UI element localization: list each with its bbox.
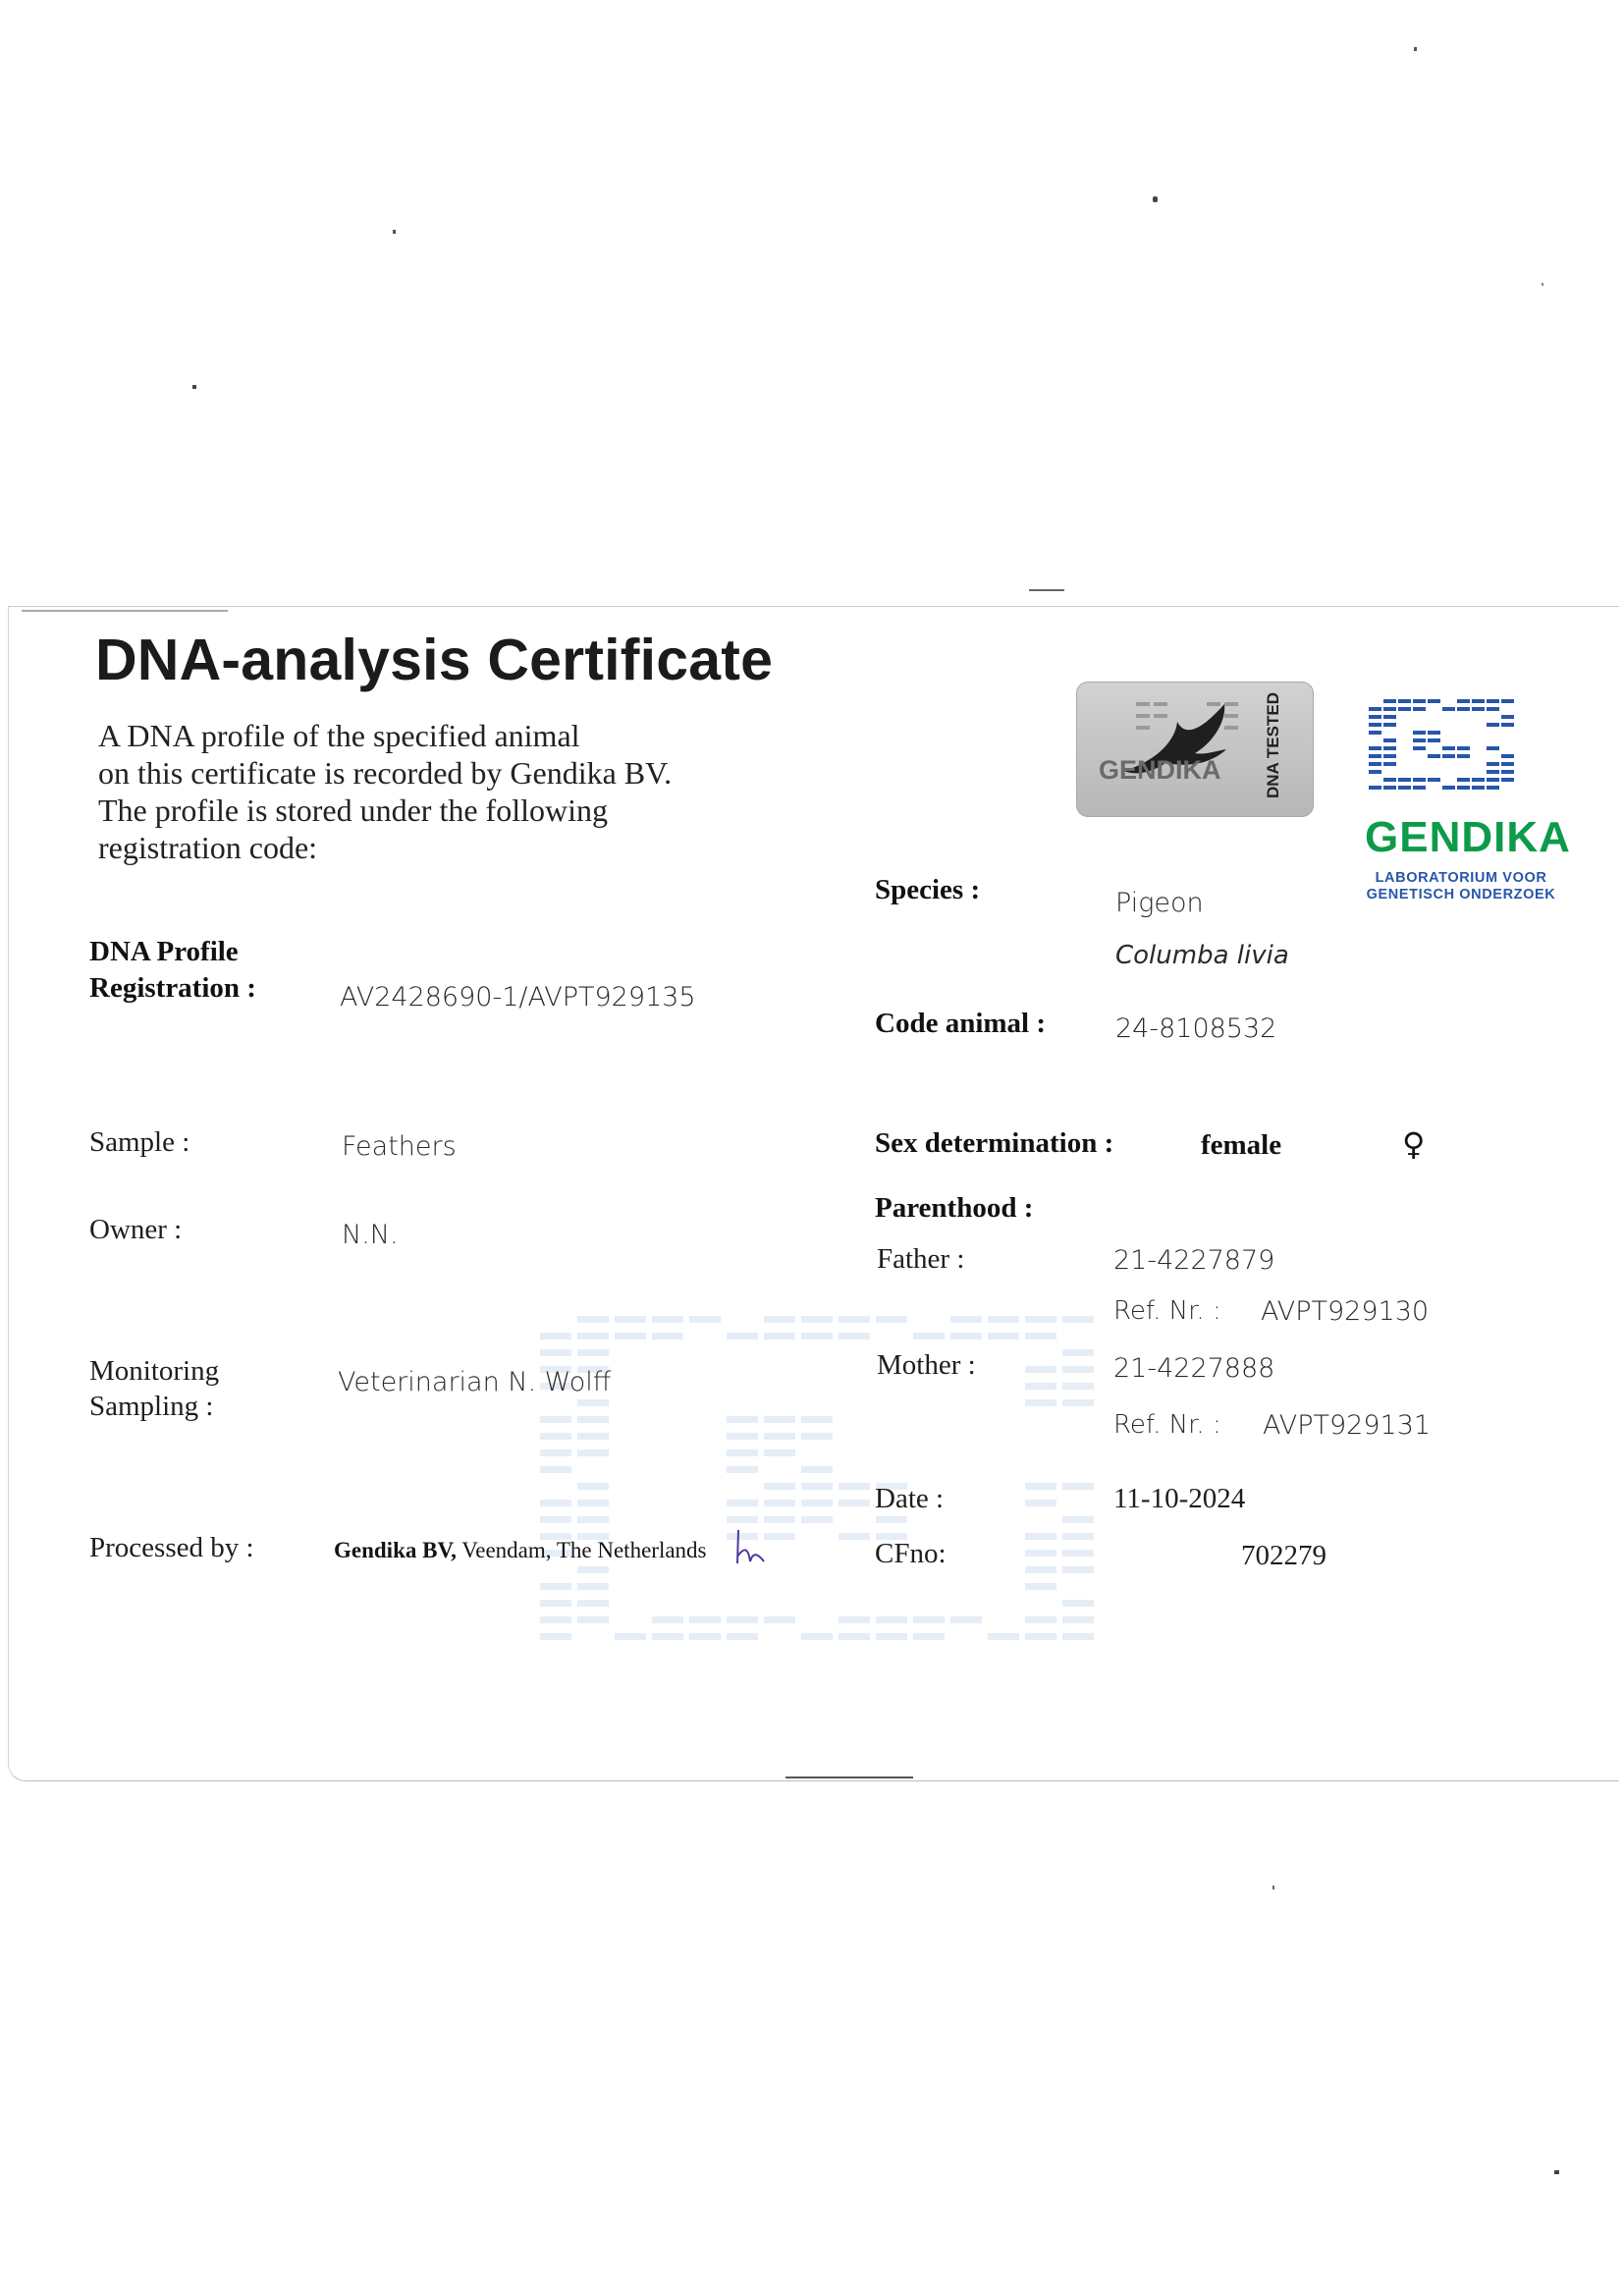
species-common: Pigeon [1115,888,1204,918]
date-label: Date : [875,1483,945,1514]
female-symbol: ♀ [1402,1125,1426,1163]
code-animal-value: 24-8108532 [1115,1013,1277,1044]
mother-value: 21-4227888 [1113,1353,1275,1384]
species-label: Species : [875,874,981,905]
intro-line: A DNA profile of the specified animal [98,718,580,753]
gendika-logo-mark [1365,695,1557,803]
intro-line: on this certificate is recorded by Gendika BV. [98,755,673,791]
mother-label: Mother : [877,1349,976,1381]
registration-code: AV2428690-1/AVPT929135 [340,982,696,1012]
father-ref-label: Ref. Nr. : [1113,1296,1221,1326]
seal-side-text: DNA TESTED [1264,692,1282,798]
dna-profile-label: DNA Profile [89,936,239,967]
intro-line: The profile is stored under the following [98,793,608,828]
monitoring-value: Veterinarian N. Wolff [338,1367,612,1397]
logo-tagline [1351,870,1571,903]
processed-by-value [334,1538,707,1563]
processed-by-label: Processed by : [89,1532,254,1563]
owner-value: N.N. [342,1220,399,1250]
father-label: Father : [877,1243,965,1275]
dna-tested-seal [1076,682,1314,817]
cfno-value: 702279 [1241,1540,1326,1571]
cfno-label: CFno: [875,1538,947,1569]
seal-brand: GENDIKA [1099,755,1221,785]
intro-line: registration code: [98,830,318,865]
sample-label: Sample : [89,1126,190,1158]
owner-label: Owner : [89,1214,183,1245]
processed-company: Gendika BV, [334,1538,457,1562]
registration-label: Registration : [89,972,256,1004]
father-ref-value: AVPT929130 [1261,1296,1430,1327]
logo-tagline-line: GENETISCH ONDERZOEK [1366,887,1556,902]
father-value: 21-4227879 [1113,1245,1275,1276]
sex-determination-label: Sex determination : [875,1127,1114,1159]
processed-place: Veendam, The Netherlands [456,1538,707,1562]
date-value: 11-10-2024 [1113,1483,1246,1514]
monitoring-label: Monitoring [89,1355,220,1387]
mother-ref-value: AVPT929131 [1263,1410,1432,1441]
logo-tagline-line: LABORATORIUM VOOR [1375,870,1547,886]
intro-paragraph [98,717,727,866]
parenthood-label: Parenthood : [875,1192,1034,1224]
certificate-title: DNA-analysis Certificate [95,628,774,692]
sex-value: female [1201,1129,1282,1161]
code-animal-label: Code animal : [875,1008,1046,1039]
species-latin: Columba livia [1115,941,1289,970]
mother-ref-label: Ref. Nr. : [1113,1410,1221,1440]
sampling-label: Sampling : [89,1391,214,1422]
sample-value: Feathers [342,1131,457,1162]
logo-wordmark: GENDIKA [1365,813,1571,861]
gendika-logo [1365,695,1557,808]
